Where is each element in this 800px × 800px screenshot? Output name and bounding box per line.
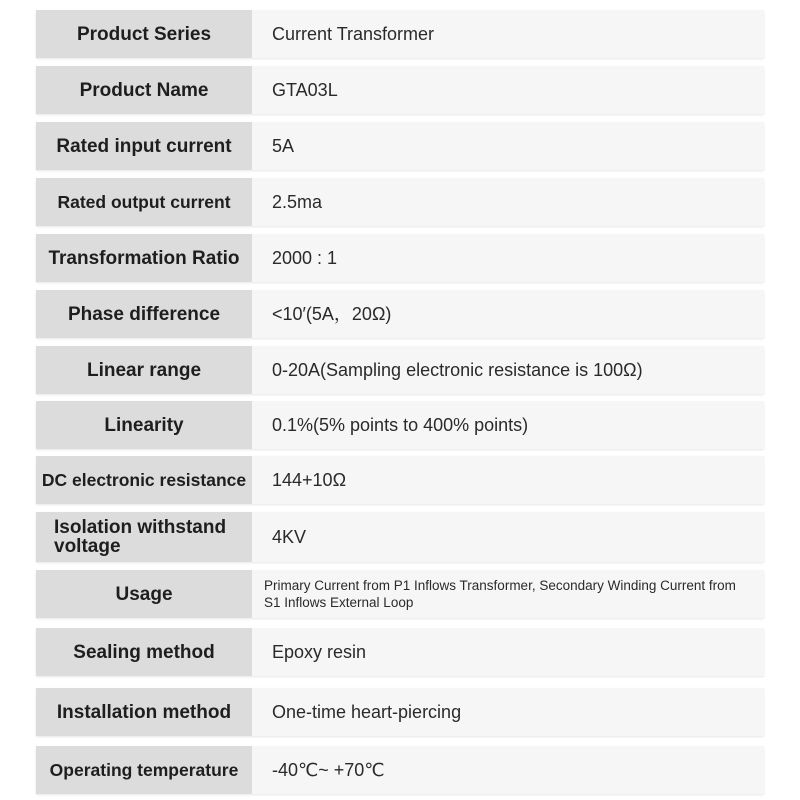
spec-label: Isolation withstand voltage <box>36 512 252 562</box>
spec-row-rated-output-current <box>36 178 764 226</box>
spec-value: Primary Current from P1 Inflows Transformer, Secondary Winding Current from S1 Inflows External Loop <box>264 578 736 610</box>
spec-label: Rated input current <box>36 122 252 170</box>
spec-value: 0.1%(5% points to 400% points) <box>272 415 529 435</box>
spec-row-operating-temperature <box>36 746 764 794</box>
spec-row-phase-difference <box>36 290 764 338</box>
spec-row-product-series <box>36 10 764 58</box>
spec-row-rated-input-current <box>36 122 764 170</box>
spec-label: Usage <box>36 570 252 618</box>
spec-label: DC electronic resistance <box>36 456 252 504</box>
spec-value: 5A <box>272 136 295 156</box>
spec-label: Product Name <box>36 66 252 114</box>
spec-row-linearity <box>36 401 764 449</box>
spec-row-dc-electronic-resistance <box>36 456 764 504</box>
spec-value: 4KV <box>272 527 307 547</box>
spec-row-sealing-method <box>36 628 764 676</box>
spec-label: Product Series <box>36 10 252 58</box>
spec-value: 2000 : 1 <box>272 248 338 268</box>
spec-row-usage <box>36 570 764 618</box>
spec-value: GTA03L <box>272 80 338 100</box>
spec-label: Linear range <box>36 346 252 394</box>
spec-value: Epoxy resin <box>272 642 367 662</box>
spec-label: Transformation Ratio <box>36 234 252 282</box>
spec-value: 0-20A(Sampling electronic resistance is 100Ω) <box>272 360 643 380</box>
spec-label: Installation method <box>36 688 252 736</box>
spec-row-transformation-ratio <box>36 234 764 282</box>
spec-row-product-name <box>36 66 764 114</box>
spec-value: 2.5ma <box>272 192 323 212</box>
spec-label: Linearity <box>36 401 252 449</box>
spec-value: 144+10Ω <box>272 470 347 490</box>
spec-value: <10′(5A，20Ω) <box>272 304 392 324</box>
spec-label: Sealing method <box>36 628 252 676</box>
spec-row-linear-range <box>36 346 764 394</box>
spec-label: Rated output current <box>36 178 252 226</box>
spec-row-isolation-withstand-voltage <box>36 512 764 562</box>
spec-label: Operating temperature <box>36 746 252 794</box>
spec-label: Phase difference <box>36 290 252 338</box>
spec-value: Current Transformer <box>272 24 435 44</box>
spec-value: -40℃~ +70℃ <box>272 760 385 780</box>
spec-row-installation-method <box>36 688 764 736</box>
spec-value: One-time heart-piercing <box>272 702 462 722</box>
